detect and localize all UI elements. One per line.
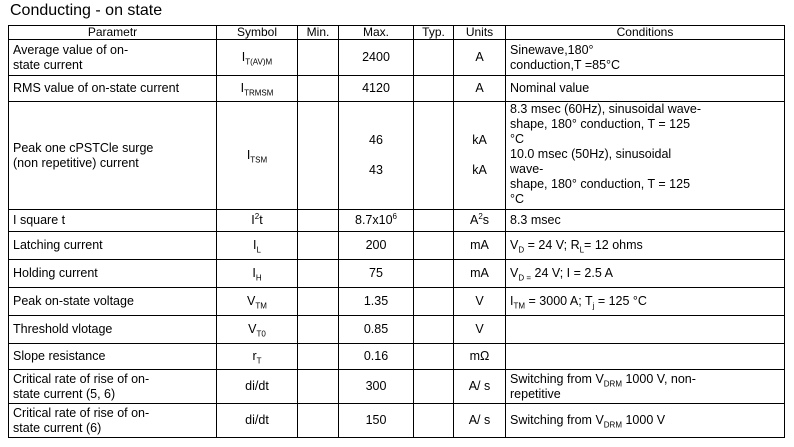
header-conditions: Conditions — [506, 26, 785, 40]
symbol-cell: $I_L$ — [217, 232, 298, 260]
unit-cell: A/ s — [454, 404, 506, 438]
min-cell — [298, 102, 339, 210]
symbol-cell: di/dt — [217, 404, 298, 438]
param-cell: Holding current — [9, 260, 217, 288]
typ-cell — [414, 76, 454, 102]
symbol-cell: $I^2t$ — [217, 210, 298, 232]
param-cell: Critical rate of rise of on- state current (6) — [9, 404, 217, 438]
min-cell — [298, 40, 339, 76]
max-cell: 4120 — [339, 76, 414, 102]
symbol-cell: $I_H$ — [217, 260, 298, 288]
max-cell: $8.7x10^6$ — [339, 210, 414, 232]
table-row — [9, 288, 785, 316]
table-row — [9, 76, 785, 102]
min-cell — [298, 370, 339, 404]
param-cell: Critical rate of rise of on- state current (5, 6) — [9, 370, 217, 404]
typ-cell — [414, 404, 454, 438]
unit-cell: kA kA — [454, 102, 506, 210]
conditions-cell: $V_{D =}$ 24 V; I = 2.5 A — [506, 260, 785, 288]
symbol-cell: $r_T$ — [217, 344, 298, 370]
max-cell: 1.35 — [339, 288, 414, 316]
table-row — [9, 404, 785, 438]
param-cell: Slope resistance — [9, 344, 217, 370]
typ-cell — [414, 102, 454, 210]
table-row — [9, 40, 785, 76]
min-cell — [298, 76, 339, 102]
symbol-cell: di/dt — [217, 370, 298, 404]
typ-cell — [414, 288, 454, 316]
conditions-cell: Sinewave,180° conduction,T =85°C — [506, 40, 785, 76]
conditions-cell: Nominal value — [506, 76, 785, 102]
conditions-cell: 8.3 msec — [506, 210, 785, 232]
unit-cell: A/ s — [454, 370, 506, 404]
min-cell — [298, 210, 339, 232]
table-row — [9, 370, 785, 404]
max-cell: 75 — [339, 260, 414, 288]
unit-cell: mA — [454, 260, 506, 288]
param-cell: Peak one cPSTCle surge (non repetitive) current — [9, 102, 217, 210]
unit-cell: A — [454, 40, 506, 76]
typ-cell — [414, 210, 454, 232]
unit-cell: V — [454, 316, 506, 344]
max-cell: 300 — [339, 370, 414, 404]
min-cell — [298, 404, 339, 438]
param-cell: Average value of on- state current — [9, 40, 217, 76]
param-cell: Peak on-state voltage — [9, 288, 217, 316]
param-cell: Latching current — [9, 232, 217, 260]
header-symbol: Symbol — [217, 26, 298, 40]
table-row — [9, 102, 785, 210]
max-cell: 46 43 — [339, 102, 414, 210]
header-max: Max. — [339, 26, 414, 40]
min-cell — [298, 232, 339, 260]
conditions-cell: $I_{TM} = 3000$ A; $T_j = 125$ °C — [506, 288, 785, 316]
max-cell: 0.85 — [339, 316, 414, 344]
unit-cell: mΩ — [454, 344, 506, 370]
typ-cell — [414, 344, 454, 370]
header-parametr: Parametr — [9, 26, 217, 40]
conditions-cell: Switching from $V_{DRM}$ 1000 V — [506, 404, 785, 438]
unit-cell: A — [454, 76, 506, 102]
unit-cell: mA — [454, 232, 506, 260]
typ-cell — [414, 370, 454, 404]
header-typ: Typ. — [414, 26, 454, 40]
header-units: Units — [454, 26, 506, 40]
conditions-cell: Switching from $V_{DRM}$ 1000 V, non- repetitive — [506, 370, 785, 404]
param-cell: RMS value of on-state current — [9, 76, 217, 102]
param-cell: Threshold vlotage — [9, 316, 217, 344]
param-cell: I square t — [9, 210, 217, 232]
max-cell: 200 — [339, 232, 414, 260]
conditions-cell — [506, 344, 785, 370]
symbol-cell: $I_{T(AV)M}$ — [217, 40, 298, 76]
symbol-cell: $I_{TRMSM}$ — [217, 76, 298, 102]
max-cell: 0.16 — [339, 344, 414, 370]
symbol-cell: $I_{TSM}$ — [217, 102, 298, 210]
min-cell — [298, 316, 339, 344]
min-cell — [298, 260, 339, 288]
min-cell — [298, 288, 339, 316]
on-state-spec-table — [8, 25, 785, 438]
conditions-cell: 8.3 msec (60Hz), sinusoidal wave- shape, 180° conduction, T = 125 °C 10.0 msec (50Hz), sinusoidal wave- shape, 180° conduction, T = 125 °C — [506, 102, 785, 210]
conditions-cell — [506, 316, 785, 344]
table-row — [9, 344, 785, 370]
table-row — [9, 210, 785, 232]
unit-cell: V — [454, 288, 506, 316]
conditions-cell: $V_D = 24$ V; $R_L= 12$ ohms — [506, 232, 785, 260]
max-cell: 150 — [339, 404, 414, 438]
table-row — [9, 316, 785, 344]
typ-cell — [414, 232, 454, 260]
section-title: Conducting - on state — [10, 2, 163, 19]
typ-cell — [414, 40, 454, 76]
symbol-cell: $V_{T0}$ — [217, 316, 298, 344]
table-row — [9, 232, 785, 260]
table-header-row — [9, 26, 785, 40]
symbol-cell: $V_{TM}$ — [217, 288, 298, 316]
typ-cell — [414, 316, 454, 344]
table-row — [9, 260, 785, 288]
min-cell — [298, 344, 339, 370]
unit-cell: $A^2s$ — [454, 210, 506, 232]
max-cell: 2400 — [339, 40, 414, 76]
header-min: Min. — [298, 26, 339, 40]
typ-cell — [414, 260, 454, 288]
